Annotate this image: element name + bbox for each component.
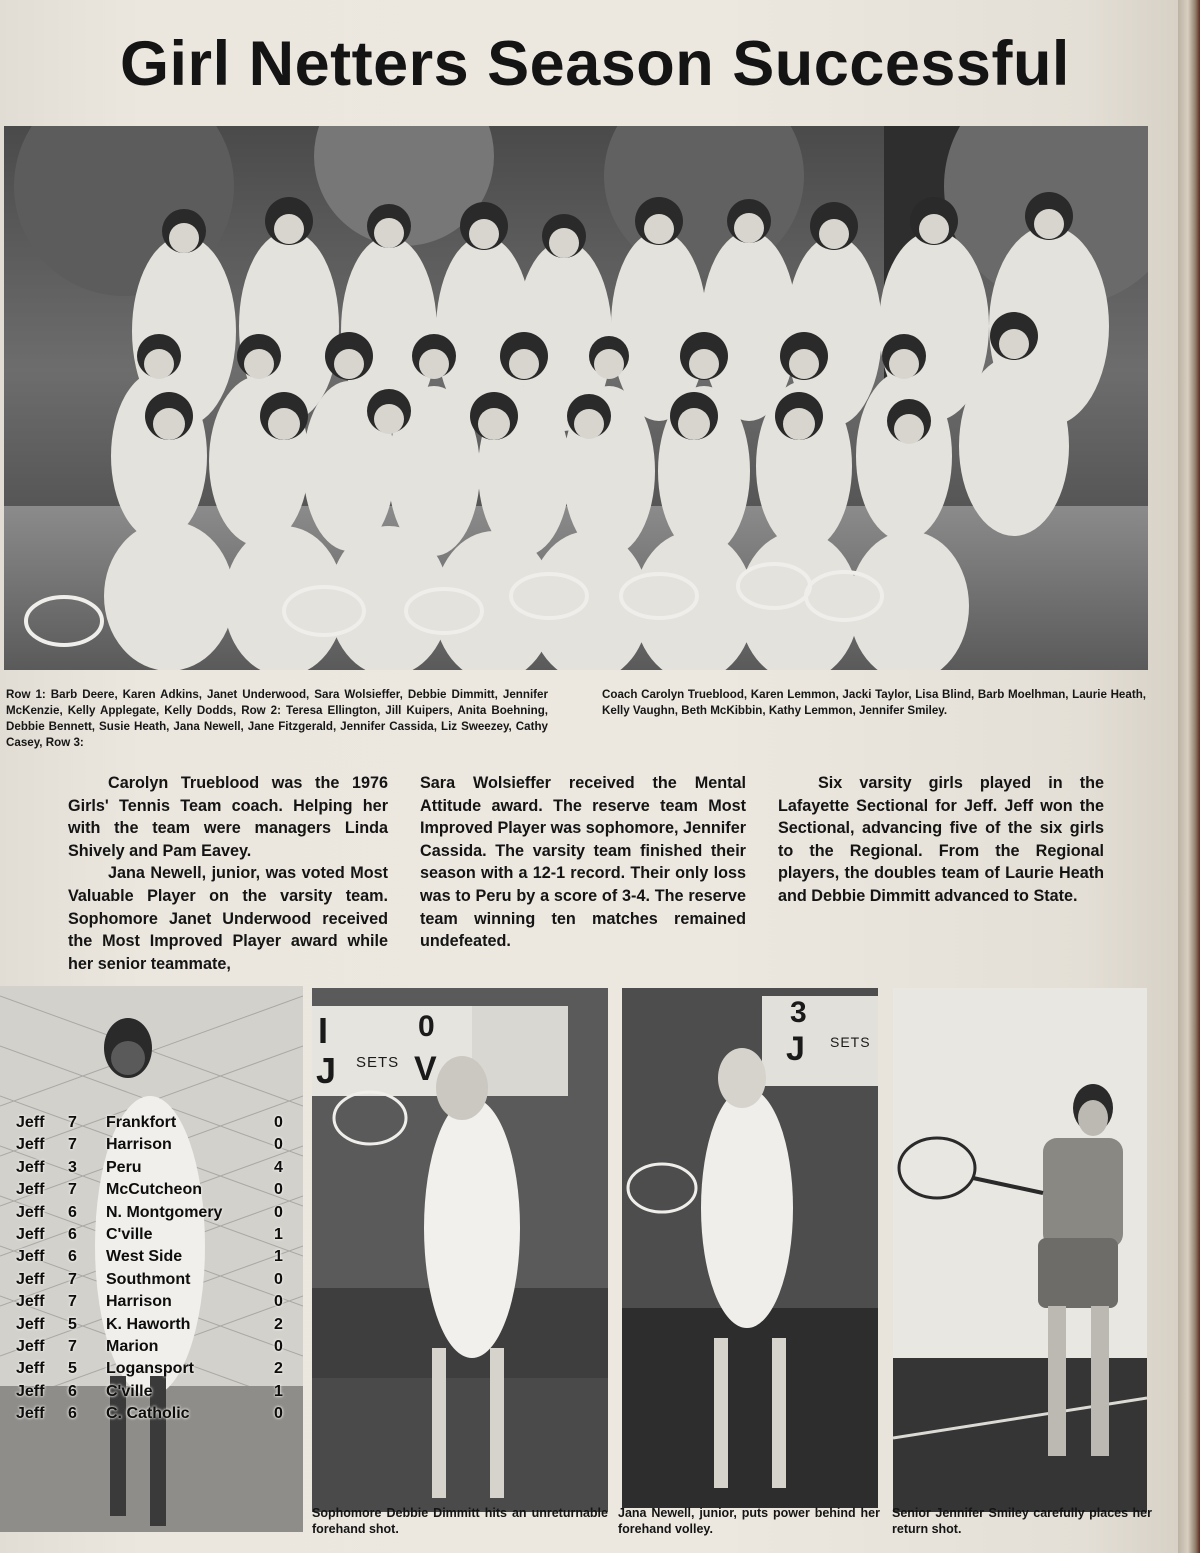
score-row	[6, 1181, 296, 1203]
team-score: 3	[68, 1158, 77, 1176]
team-score: 6	[68, 1225, 77, 1243]
smiley-photo	[893, 988, 1147, 1512]
team-name: Jeff	[16, 1203, 45, 1221]
team-score: 7	[68, 1181, 77, 1199]
opponent-name: Logansport	[106, 1360, 194, 1378]
article-paragraph: Carolyn Trueblood was the 1976 Girls' Tennis Team coach. Helping her with the team were managers Linda Shively and Pam Eavey.	[68, 774, 388, 860]
score-row	[6, 1114, 296, 1136]
newell-photo	[622, 988, 878, 1508]
headline: Girl Netters Season Successful	[120, 29, 1070, 99]
article-column-2	[420, 772, 746, 953]
opponent-score: 0	[274, 1136, 283, 1154]
smiley-caption: Senior Jennifer Smiley carefully places her return shot.	[892, 1506, 1152, 1536]
opponent-score: 0	[274, 1114, 283, 1131]
article-paragraph: Jana Newell, junior, was voted Most Valuable Player on the varsity team. Sophomore Janet Underwood received the Most Improved Player award while her senior teammate,	[68, 864, 388, 973]
dimmitt-caption: Sophomore Debbie Dimmitt hits an unreturnable forehand shot.	[312, 1506, 608, 1536]
team-name: Jeff	[16, 1315, 45, 1333]
opponent-name: C'ville	[106, 1382, 153, 1400]
team-name: Jeff	[16, 1382, 45, 1400]
article-paragraph: Sara Wolsieffer received the Mental Attitude award. The reserve team Most Improved Player was sophomore, Jennifer Cassida. The varsity team finished their season with a 12-1 record. Their only loss was to Peru by a score of 3-4. The reserve team winning ten matches remained undefeated.	[420, 774, 746, 951]
season-scores	[6, 1114, 296, 1427]
opponent-name: Peru	[106, 1158, 142, 1176]
team-score: 6	[68, 1203, 77, 1221]
team-score: 7	[68, 1270, 77, 1288]
score-row	[6, 1360, 296, 1382]
article-paragraph: Six varsity girls played in the Lafayette Sectional for Jeff. Jeff won the Sectional, advancing five of the six girls to the Regional. From the Regional players, the doubles team of Laurie Heath and Debbie Dimmitt advanced to State.	[778, 774, 1104, 905]
team-score: 5	[68, 1315, 77, 1333]
score-row	[6, 1271, 296, 1293]
team-name: Jeff	[16, 1405, 45, 1423]
opponent-score: 2	[274, 1360, 283, 1378]
score-row	[6, 1159, 296, 1181]
team-name: Jeff	[16, 1225, 45, 1243]
team-score: 7	[68, 1337, 77, 1355]
score-row	[6, 1136, 296, 1158]
opponent-score: 4	[274, 1158, 283, 1176]
opponent-name: Harrison	[106, 1293, 172, 1311]
team-score: 5	[68, 1360, 77, 1378]
opponent-name: McCutcheon	[106, 1181, 202, 1199]
score-row	[6, 1204, 296, 1226]
opponent-score: 0	[274, 1203, 283, 1221]
score-row	[6, 1383, 296, 1405]
team-name: Jeff	[16, 1360, 45, 1378]
team-photo	[4, 126, 1148, 670]
opponent-name: Frankfort	[106, 1114, 177, 1131]
binding-edge	[1178, 0, 1200, 1553]
score-row	[6, 1405, 296, 1427]
opponent-name: West Side	[106, 1248, 183, 1266]
team-name: Jeff	[16, 1114, 45, 1131]
score-row	[6, 1293, 296, 1315]
newell-caption: Jana Newell, junior, puts power behind her forehand volley.	[618, 1506, 880, 1536]
team-score: 6	[68, 1405, 77, 1423]
team-score: 6	[68, 1382, 77, 1400]
team-photo-caption-left: Row 1: Barb Deere, Karen Adkins, Janet Underwood, Sara Wolsieffer, Debbie Dimmitt, Jennifer McKenzie, Kelly Applegate, Kelly Dodds, Row 2: Teresa Ellington, Jill Kuipers, Anita Boehning, Debbie Bennett, Susie Heath, Jana Newell, Jane Fitzgerald, Jennifer Cassida, Liz Sweezey, Cathy Casey, Row 3:	[6, 688, 548, 749]
opponent-score: 2	[274, 1315, 283, 1333]
opponent-score: 0	[274, 1405, 283, 1423]
score-row	[6, 1226, 296, 1248]
team-name: Jeff	[16, 1248, 45, 1266]
scoreboard-label: SETS	[356, 1054, 400, 1071]
opponent-score: 0	[274, 1270, 283, 1288]
team-name: Jeff	[16, 1136, 45, 1154]
team-name: Jeff	[16, 1158, 45, 1176]
article-column-1	[68, 772, 388, 975]
opponent-name: K. Haworth	[106, 1315, 191, 1333]
scoreboard-letter: V	[414, 1050, 437, 1088]
team-score: 7	[68, 1114, 77, 1131]
scoreboard-number: 3	[790, 996, 807, 1029]
opponent-score: 0	[274, 1337, 283, 1355]
team-score: 6	[68, 1248, 77, 1266]
team-score: 7	[68, 1136, 77, 1154]
opponent-score: 0	[274, 1293, 283, 1311]
scoreboard-label: SETS	[830, 1034, 871, 1050]
opponent-score: 1	[274, 1382, 283, 1400]
opponent-score: 1	[274, 1225, 283, 1243]
score-row	[6, 1338, 296, 1360]
opponent-name: N. Montgomery	[106, 1203, 223, 1221]
scoreboard-number: I	[318, 1010, 329, 1051]
opponent-score: 0	[274, 1181, 283, 1199]
team-name: Jeff	[16, 1181, 45, 1199]
opponent-score: 1	[274, 1248, 283, 1266]
scoreboard-letter: J	[316, 1050, 337, 1091]
opponent-name: C. Catholic	[106, 1405, 190, 1423]
team-score: 7	[68, 1293, 77, 1311]
team-name: Jeff	[16, 1293, 45, 1311]
scoreboard-number: 0	[418, 1010, 435, 1043]
opponent-name: Marion	[106, 1337, 159, 1355]
article-column-3	[778, 772, 1104, 908]
score-row	[6, 1316, 296, 1338]
team-photo-caption-right: Coach Carolyn Trueblood, Karen Lemmon, Jacki Taylor, Lisa Blind, Barb Moelhman, Laurie Heath, Kelly Vaughn, Beth McKibbin, Kathy Lemmon, Jennifer Smiley.	[602, 688, 1146, 717]
scoreboard-letter: J	[786, 1030, 805, 1068]
team-name: Jeff	[16, 1270, 45, 1288]
team-name: Jeff	[16, 1337, 45, 1355]
opponent-name: C'ville	[106, 1225, 153, 1243]
score-row	[6, 1248, 296, 1270]
opponent-name: Harrison	[106, 1136, 172, 1154]
opponent-name: Southmont	[106, 1270, 191, 1288]
